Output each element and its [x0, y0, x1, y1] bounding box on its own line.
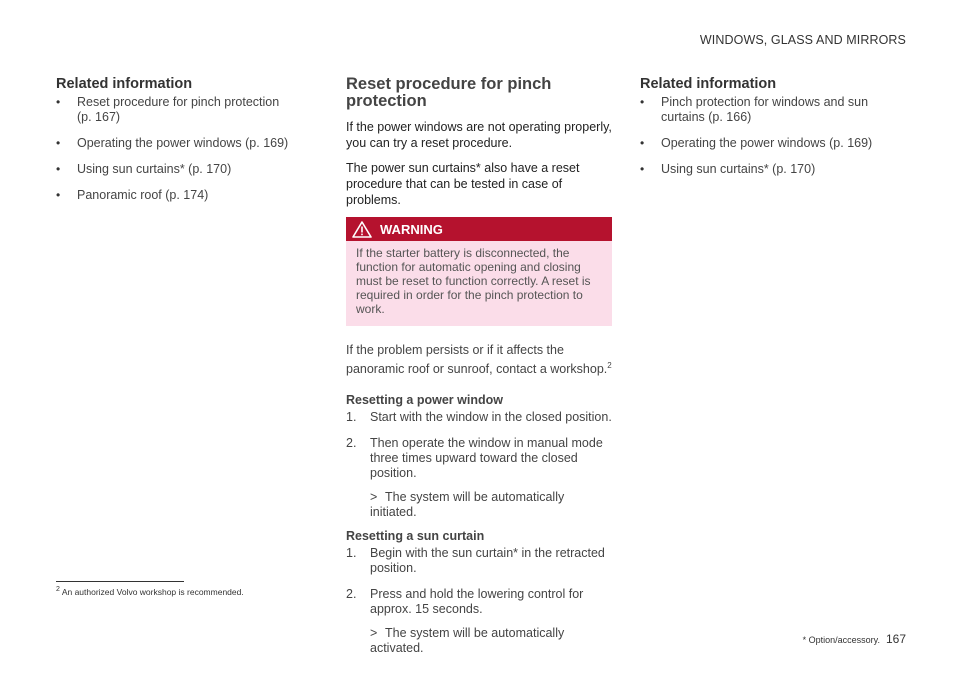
bullet-icon: • [640, 162, 645, 176]
middle-column [346, 76, 612, 667]
related-link[interactable]: • Using sun curtains* (p. 170) [56, 162, 232, 176]
step-result: > The system will be automatically activated. [370, 626, 565, 656]
related-link[interactable]: • Pinch protection for windows and sun curtains (p. 166) [640, 95, 869, 124]
warning-title: WARNING [380, 221, 443, 237]
step-item: 1. Start with the window in the closed position. [346, 410, 612, 425]
related-links-list [56, 95, 296, 203]
bullet-icon: • [640, 95, 645, 109]
warning-box [346, 217, 612, 326]
warning-triangle-icon [352, 221, 372, 238]
bullet-icon: • [56, 136, 61, 150]
related-links-list [640, 95, 902, 177]
step-item: 2. Then operate the window in manual mode three times upward toward the closed position. > The system will be automatically initiated. [346, 436, 612, 520]
related-information-heading: Related information [640, 76, 777, 92]
step-result: > The system will be automatically initiated. [370, 490, 565, 520]
bullet-icon: • [56, 188, 61, 202]
sun-curtain-reset-heading: Resetting a sun curtain [346, 529, 485, 544]
section-heading: Reset procedure for pinch protection [346, 75, 552, 110]
bullet-icon: • [56, 95, 61, 109]
footnote-divider [56, 581, 184, 582]
option-accessory-note: * Option/accessory. [802, 635, 880, 645]
warning-header [346, 217, 612, 241]
step-item: 2. Press and hold the lowering control for approx. 15 seconds. > The system will be automatically activated. [346, 587, 612, 656]
power-window-steps [346, 410, 612, 520]
related-link[interactable]: • Panoramic roof (p. 174) [56, 188, 209, 202]
intro-paragraph-sun-curtains: The power sun curtains* also have a reset procedure that can be tested in case of problems. [346, 161, 580, 207]
related-link[interactable]: • Reset procedure for pinch protection (p. 167) [56, 95, 280, 124]
power-window-reset-heading: Resetting a power window [346, 393, 503, 408]
related-link[interactable]: • Operating the power windows (p. 169) [56, 136, 289, 150]
section-title: WINDOWS, GLASS AND MIRRORS [699, 33, 906, 47]
related-information-heading: Related information [56, 76, 193, 92]
page-footer [803, 632, 906, 646]
workshop-note: If the problem persists or if it affects the panoramic roof or sunroof, contact a workshop.$^2$ [346, 343, 612, 377]
intro-paragraph: If the power windows are not operating properly, you can try a reset procedure. [346, 120, 612, 150]
warning-text: If the starter battery is disconnected, the function for automatic opening and closing must be reset to function correctly. A reset is required in order for the pinch protection to work. [346, 241, 612, 326]
result-arrow-icon: > [370, 626, 378, 641]
bullet-icon: • [640, 136, 645, 150]
page-number: 167 [885, 632, 906, 646]
right-column [640, 76, 902, 188]
left-column [56, 76, 296, 214]
step-item: 1. Begin with the sun curtain* in the retracted position. [346, 546, 605, 576]
bullet-icon: • [56, 162, 61, 176]
related-link[interactable]: • Using sun curtains* (p. 170) [640, 162, 816, 176]
sun-curtain-steps [346, 546, 612, 656]
related-link[interactable]: • Operating the power windows (p. 169) [640, 136, 873, 150]
result-arrow-icon: > [370, 490, 378, 505]
footnote-reference[interactable]: 2 [607, 361, 612, 370]
footnote: $^2$ An authorized Volvo workshop is recommended. [56, 586, 244, 597]
